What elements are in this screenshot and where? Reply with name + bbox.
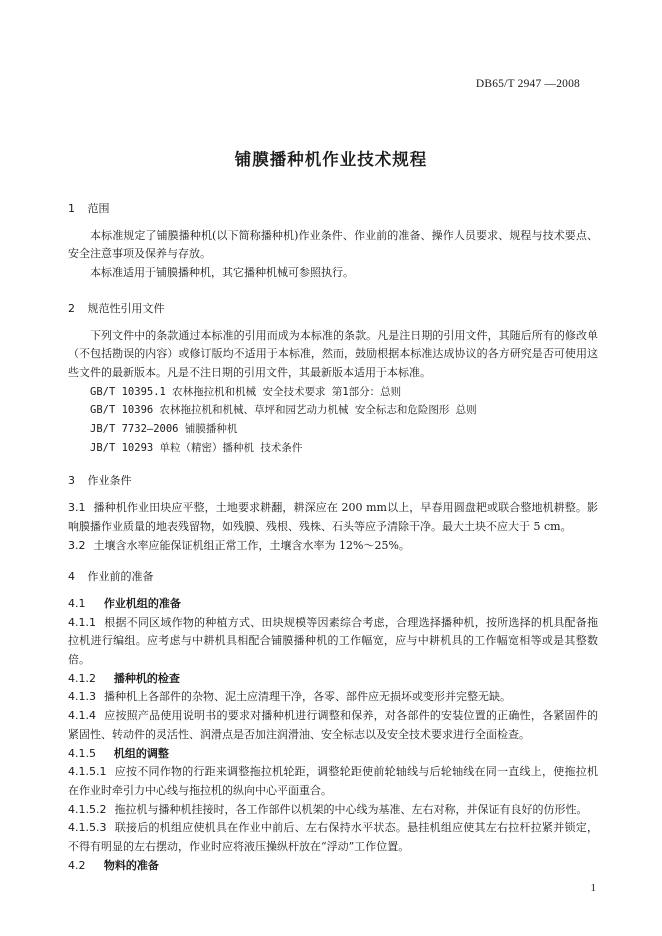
clause-4-1-5-2: [68, 801, 598, 820]
subsection-number: 4.1.2: [68, 671, 96, 685]
section-heading-operating-conditions: [68, 472, 598, 491]
clause-text: 联接后的机组应使机具在作业中前后、左右保持水平状态。悬挂机组应使其左右拉杆拉紧并锁定，不得有明显的左右摆动，作业时应将液压操纵杆放在“浮动”工作位置。: [68, 821, 598, 854]
clause-3-2: [68, 537, 598, 556]
page-number: 1: [590, 882, 596, 894]
section-title: 作业前的准备: [87, 570, 154, 584]
standard-number: DB65/T 2947 —2008: [475, 78, 580, 90]
section-number: 2: [68, 301, 75, 315]
clause-text: 土壤含水率应能保证机组正常工作，土壤含水率为 12%～25%。: [93, 538, 410, 552]
section-number: 1: [68, 202, 75, 215]
subsection-title: 播种机的检查: [113, 671, 180, 685]
clause-4-1-3: [68, 688, 598, 707]
section-title: 范围: [87, 202, 110, 215]
subsection-heading-4-1-2: [68, 670, 598, 689]
clause-4-1-5-3: [68, 819, 598, 856]
clause-text: 播种机作业田块应平整，土地要求耕翻，耕深应在 200 mm以上，早春用圆盘耙或联合整地机耕整。影响膜播作业质量的地表残留物，如残膜、残根、残株、石头等应予清除干净。最大土块不应大于 5 cm。: [68, 501, 598, 533]
clause-text: 应按不同作物的行距来调整拖拉机轮距，调整轮距使前轮轴线与后轮轴线在同一直线上，使拖拉机在作业时牵引力中心线与拖拉机的纵向中心平面重合。: [68, 765, 598, 797]
document-body: [68, 200, 598, 876]
clause-text: 播种机上各部件的杂物、泥土应清理干净，各零、部件应无损坏或变形并完整无缺。: [104, 690, 511, 704]
clause-4-1-5-1: [68, 763, 598, 800]
clause-text: 根据不同区域作物的种植方式、田块规模等因素综合考虑，合理选择播种机，按所选择的机具配备拖拉机进行编组。应考虑与中耕机具相配合铺膜播种机的工作幅宽，应与中耕机具的工作幅宽相等或是其整数倍。: [68, 615, 598, 667]
reference-item: GB/T 10396 农林拖拉机和机械、草坪和园艺动力机械 安全标志和危险图形 总则: [90, 404, 477, 417]
section-heading-normative-references: [68, 300, 598, 319]
paragraph: 本标准适用于铺膜播种机，其它播种机械可参照执行。: [90, 266, 354, 280]
document-title: 铺膜播种机作业技术规程: [234, 150, 428, 169]
subsection-title: 物料的准备: [103, 858, 159, 872]
section-title: 规范性引用文件: [87, 301, 165, 315]
reference-item: JB/T 10293 单粒（精密）播种机 技术条件: [90, 441, 303, 454]
reference-item: JB/T 7732—2006 铺膜播种机: [90, 423, 238, 436]
subsection-number: 4.1: [68, 596, 86, 610]
paragraph: 本标准规定了铺膜播种机(以下简称播种机)作业条件、作业前的准备、操作人员要求、规程与技术要点、安全注意事项及保养与存放。: [68, 228, 598, 261]
subsection-number: 4.1.5: [68, 746, 96, 760]
clause-number: 4.1.4: [68, 709, 96, 723]
clause-3-1: [68, 499, 598, 536]
clause-text: 拖拉机与播种机挂接时，各工作部件以机架的中心线为基准、左右对称，并保证有良好的仿形性。: [114, 802, 588, 816]
reference-item: GB/T 10395.1 农林拖拉机和机械 安全技术要求 第1部分：总则: [90, 385, 402, 398]
section-title: 作业条件: [87, 474, 132, 488]
section-heading-scope: [68, 200, 598, 219]
clause-number: 3.2: [68, 538, 86, 552]
subsection-title: 作业机组的准备: [103, 596, 181, 610]
paragraph: 下列文件中的条款通过本标准的引用而成为本标准的条款。凡是注日期的引用文件，其随后所有的修改单（不包括勘误的内容）或修订版均不适用于本标准，然而，鼓励根据本标准达成协议的各方研究是否可使用这些文件的最新版本。凡是不注日期的引用文件，其最新版本适用于本标准。: [68, 328, 598, 379]
subsection-heading-4-1: [68, 595, 598, 614]
subsection-heading-4-1-5: [68, 745, 598, 764]
clause-number: 3.1: [68, 501, 86, 515]
subsection-heading-4-2: [68, 857, 598, 876]
clause-number: 4.1.1: [68, 615, 96, 629]
clause-4-1-4: [68, 707, 598, 744]
section-number: 3: [68, 474, 75, 488]
clause-4-1-1: [68, 614, 598, 670]
clause-number: 4.1.5.3: [68, 821, 107, 835]
clause-number: 4.1.3: [68, 690, 96, 704]
clause-number: 4.1.5.2: [68, 802, 107, 816]
clause-text: 应按照产品使用说明书的要求对播种机进行调整和保养，对各部件的安装位置的正确性，各紧固件的紧固性、转动件的灵活性、润滑点是否加注润滑油、安全标志以及安全技术要求进行全面检查。: [68, 709, 598, 741]
section-number: 4: [68, 570, 75, 584]
subsection-title: 机组的调整: [113, 746, 169, 760]
clause-number: 4.1.5.1: [68, 765, 107, 779]
subsection-number: 4.2: [68, 858, 86, 872]
section-heading-preparation: [68, 568, 598, 587]
